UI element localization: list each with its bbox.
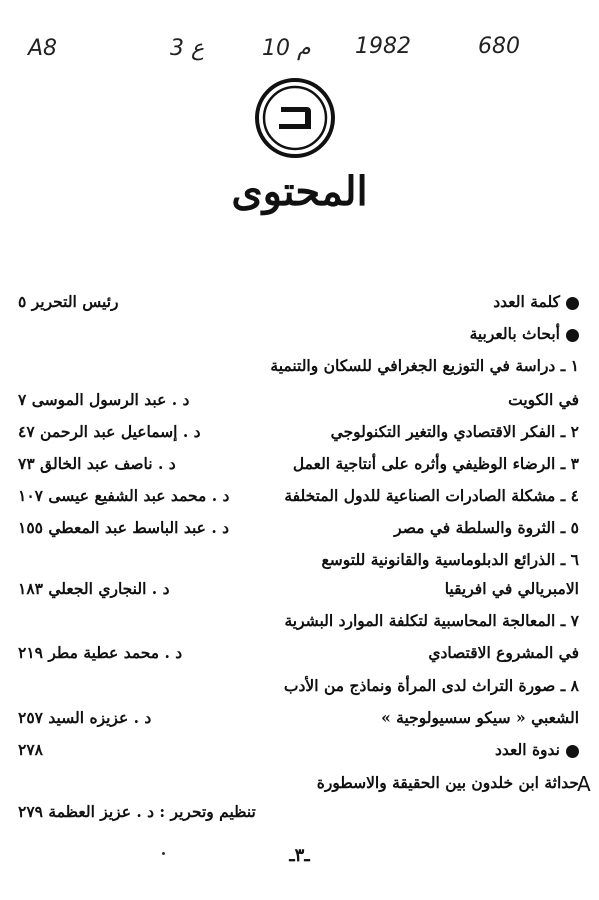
contents-entry [0,643,599,673]
journal-seal-logo [251,74,339,162]
page-number: ـ٣ـ [289,845,310,866]
entry-title [322,550,579,569]
handwritten-note-b: 3 ع [170,36,205,61]
entry-author-page: د . محمد عطية مطر ٢١٩ [18,643,183,662]
contents-entry [0,422,599,452]
entry-title [284,676,579,695]
entry-author-page: د . عبد الباسط عبد المعطي ١٥٥ [18,518,230,537]
entry-title-text: ٦ ـ الذرائع الدبلوماسية والقانونية للتوسع [321,550,579,569]
entry-author-page: د . محمد عبد الشفيع عيسى ١٠٧ [18,486,230,505]
entry-title-text: أبحاث بالعربية [469,324,560,343]
entry-title [285,611,580,630]
entry-title-text: في المشروع الاقتصادي [428,643,579,662]
entry-title-text: ٢ ـ الفكر الاقتصادي والتغير التكنولوجي [330,422,579,441]
entry-title-text: ١ ـ دراسة في التوزيع الجغرافي للسكان والتنمية [270,356,579,375]
entry-title-text: ٥ ـ الثروة والسلطة في مصر [394,518,579,537]
entry-title [293,454,579,473]
entry-title-text: ٨ ـ صورة التراث لدى المرأة ونماذج من الأدب [283,676,579,695]
entry-title-text: حداثة ابن خلدون بين الحقيقة والاسطورة [316,773,579,792]
entry-title-text: ٤ ـ مشكلة الصادرات الصناعية للدول المتخلفة [284,486,579,505]
entry-author-page: د . النجاري الجعلي ١٨٣ [18,579,170,598]
contents-entry [0,292,599,322]
contents-entry [0,486,599,516]
entry-title [470,324,579,343]
entry-title-text: الامبريالي في افريقيا [444,579,579,598]
bullet-icon [566,297,579,310]
entry-title [428,643,579,662]
entry-author-page: ٢٧٨ [18,740,43,759]
entry-author-page: د . عزيزه السيد ٢٥٧ [18,708,152,727]
entry-title [493,292,579,311]
contents-entry [0,550,599,580]
entry-author-page: د . ناصف عبد الخالق ٧٣ [18,454,176,473]
entry-title [445,579,579,598]
entry-author-page: د . عبد الرسول الموسى ٧ [18,390,190,409]
contents-entry [0,454,599,484]
entry-author-page: تنظيم وتحرير : د . عزيز العظمة ٢٧٩ [18,802,256,821]
entry-author-page: رئيس التحرير ٥ [18,292,119,311]
entry-title [331,422,579,441]
handwritten-note-c: 10 م [262,36,311,61]
contents-entry [0,740,599,770]
margin-mark: A [577,772,591,796]
contents-entry [0,579,599,609]
bullet-icon [566,745,579,758]
entry-title [381,708,579,727]
entry-title-text: ٣ ـ الرضاء الوظيفي وأثره على أنتاجية العمل [292,454,579,473]
entry-title-text: ندوة العدد [495,740,560,759]
entry-author-page: د . إسماعيل عبد الرحمن ٤٧ [18,422,201,441]
entry-title-text: الشعبي « سيكو سسيولوجية » [381,708,579,727]
contents-entry [0,390,599,420]
handwritten-note-a: A8 [28,36,58,61]
contents-entry [0,676,599,706]
entry-title-text: ٧ ـ المعالجة المحاسبية لتكلفة الموارد البشرية [284,611,579,630]
contents-entry [0,611,599,641]
contents-entry [0,356,599,386]
ink-speck [162,852,165,855]
contents-entry [0,802,599,832]
handwritten-note-e: 680 [478,34,520,59]
entry-title [508,390,579,409]
entry-title [317,773,579,792]
entry-title [495,740,579,759]
entry-title-text: في الكويت [508,390,579,409]
contents-entry [0,324,599,354]
bullet-icon [566,329,579,342]
entry-title [284,486,579,505]
contents-entry [0,518,599,548]
entry-title [270,356,579,375]
page-title: المحتوى [231,168,368,215]
contents-entry [0,708,599,738]
entry-title-text: كلمة العدد [493,292,560,311]
entry-title [394,518,579,537]
contents-entry [0,773,599,803]
handwritten-note-year: 1982 [355,34,411,59]
